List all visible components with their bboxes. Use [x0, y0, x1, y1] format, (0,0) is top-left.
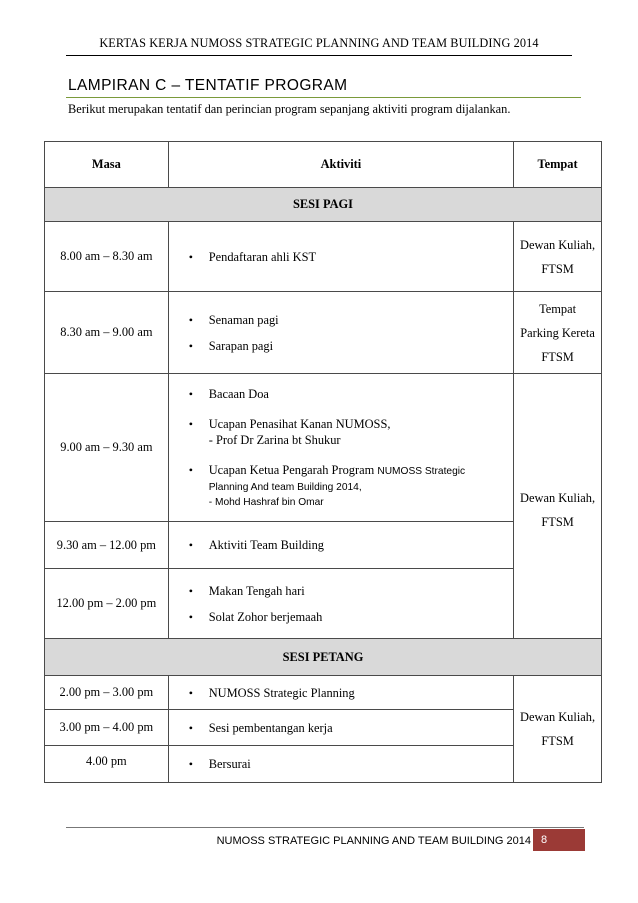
activity-subtext: NUMOSS Strategic: [377, 465, 466, 477]
venue-line: FTSM: [541, 261, 574, 276]
list-item: [187, 338, 513, 354]
time-cell: 2.00 pm – 3.00 pm: [45, 676, 169, 710]
list-item: [187, 583, 513, 599]
list-item: [187, 756, 513, 772]
time-cell: 4.00 pm: [45, 746, 169, 783]
footer-title: NUMOSS STRATEGIC PLANNING AND TEAM BUILDING 2014: [216, 835, 531, 847]
activity-subtext: Planning And team Building 2014,: [208, 481, 362, 493]
activity-text: Bersurai: [208, 757, 251, 771]
venue-line: Dewan Kuliah,: [520, 237, 596, 252]
time-cell: 12.00 pm – 2.00 pm: [45, 569, 169, 639]
list-item: [187, 312, 513, 328]
bullet-icon: •: [188, 609, 193, 624]
header-rule: [66, 55, 572, 56]
bullet-icon: •: [188, 312, 193, 327]
list-item: [187, 416, 513, 448]
venue-cell: [514, 222, 602, 292]
activity-text: Bacaan Doa: [208, 386, 269, 401]
activity-cell: [168, 522, 513, 569]
bullet-icon: •: [188, 416, 193, 431]
list-item: [187, 386, 513, 402]
session-label-pagi: SESI PAGI: [45, 188, 602, 222]
footer-rule: [66, 827, 584, 828]
table-header-row: [45, 142, 602, 188]
time-cell: 9.00 am – 9.30 am: [45, 374, 169, 522]
activity-cell: [168, 374, 513, 522]
venue-line: Dewan Kuliah,: [520, 491, 596, 505]
intro-text: Berikut merupakan tentatif dan perincian program sepanjang aktiviti program dijalankan.: [68, 102, 511, 116]
venue-line: FTSM: [541, 349, 574, 364]
activity-text: Ucapan Penasihat Kanan NUMOSS,: [208, 416, 391, 431]
section-title-rule: [66, 97, 581, 98]
table-row: [45, 374, 602, 522]
activity-text: Sesi pembentangan kerja: [208, 720, 333, 735]
activity-text: Ucapan Ketua Pengarah Program: [208, 462, 375, 477]
bullet-icon: •: [188, 249, 193, 264]
column-header-tempat: Tempat: [514, 142, 602, 188]
column-header-aktiviti: Aktiviti: [168, 142, 513, 188]
activity-cell: [168, 676, 513, 710]
page-number: 8: [533, 829, 585, 851]
list-item: [187, 537, 513, 553]
activity-cell: [168, 569, 513, 639]
activity-text: NUMOSS Strategic Planning: [208, 685, 355, 700]
time-cell: 3.00 pm – 4.00 pm: [45, 710, 169, 746]
venue-cell-merged: [514, 676, 602, 783]
activity-text: Solat Zohor berjemaah: [208, 609, 323, 624]
table-row: [45, 676, 602, 710]
activity-text: Aktiviti Team Building: [208, 538, 324, 552]
list-item: [187, 685, 513, 701]
activity-cell: [168, 710, 513, 746]
activity-text: Sarapan pagi: [208, 338, 274, 353]
venue-line: FTSM: [541, 515, 574, 529]
bullet-icon: •: [188, 538, 193, 552]
venue-line: FTSM: [541, 734, 574, 748]
schedule-table: [44, 141, 602, 783]
time-cell: 8.30 am – 9.00 am: [45, 292, 169, 374]
activity-cell: [168, 222, 513, 292]
bullet-icon: •: [188, 338, 193, 353]
list-item: [187, 609, 513, 625]
venue-line: Parking Kereta: [520, 325, 595, 340]
running-header: KERTAS KERJA NUMOSS STRATEGIC PLANNING AND TEAM BUILDING 2014: [99, 36, 539, 50]
activity-subtext: - Prof Dr Zarina bt Shukur: [208, 432, 341, 447]
activity-cell: [168, 746, 513, 783]
session-label-petang: SESI PETANG: [45, 639, 602, 676]
activity-cell: [168, 292, 513, 374]
bullet-icon: •: [188, 685, 193, 700]
bullet-icon: •: [188, 462, 193, 477]
activity-text: Pendaftaran ahli KST: [208, 249, 317, 264]
bullet-icon: •: [188, 386, 193, 401]
time-cell: 8.00 am – 8.30 am: [45, 222, 169, 292]
table-row: [45, 292, 602, 374]
bullet-icon: •: [188, 720, 193, 735]
list-item: [187, 462, 513, 510]
column-header-masa: Masa: [45, 142, 169, 188]
activity-text: Makan Tengah hari: [208, 583, 305, 598]
section-title: LAMPIRAN C – TENTATIF PROGRAM: [68, 77, 348, 94]
time-cell: 9.30 am – 12.00 pm: [45, 522, 169, 569]
venue-line: Dewan Kuliah,: [520, 710, 596, 724]
venue-cell: [514, 292, 602, 374]
bullet-icon: •: [188, 757, 193, 771]
venue-cell-merged: [514, 374, 602, 639]
bullet-icon: •: [188, 583, 193, 598]
activity-subtext: - Mohd Hashraf bin Omar: [208, 496, 324, 508]
venue-line: Tempat: [539, 301, 577, 316]
activity-text: Senaman pagi: [208, 312, 279, 327]
session-row-petang: [45, 639, 602, 676]
session-row-pagi: [45, 188, 602, 222]
table-row: [45, 222, 602, 292]
list-item: [187, 249, 513, 265]
list-item: [187, 720, 513, 736]
